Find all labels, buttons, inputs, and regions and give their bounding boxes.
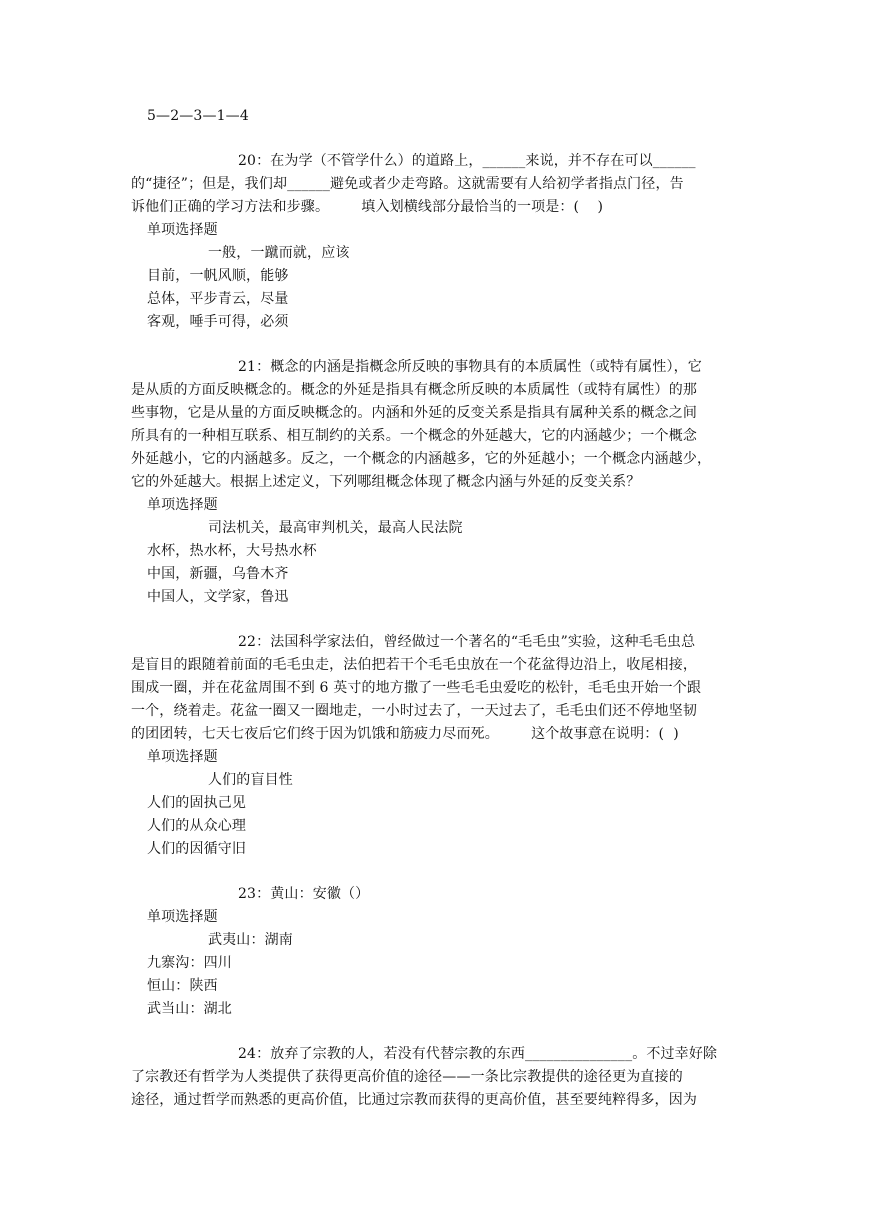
question-text-line: 24：放弃了宗教的人，若没有代替宗教的东西_______________。不过幸好除	[238, 1046, 718, 1062]
option-c: 人们的从众心理	[147, 818, 247, 834]
question-type-label: 单项选择题	[147, 222, 218, 238]
option-d: 客观，唾手可得，必须	[147, 314, 289, 330]
question-text-line: 23：黄山：安徽（）	[238, 886, 370, 902]
question-text-line: 是盲目的跟随着前面的毛毛虫走，法伯把若干个毛毛虫放在一个花盆得边沿上，收尾相接，	[131, 657, 697, 673]
question-text-line: 的团团转，七天七夜后它们终于因为饥饿和筋疲力尽而死。 这个故事意在说明：( )	[131, 726, 679, 742]
question-text-line: 21：概念的内涵是指概念所反映的事物具有的本质属性（或特有属性），它	[238, 359, 702, 375]
question-text-line: 了宗教还有哲学为人类提供了获得更高价值的途径——一条比宗教提供的途径更为直接的	[131, 1069, 683, 1085]
option-b: 人们的固执己见	[147, 795, 247, 811]
option-a: 司法机关，最高审判机关，最高人民法院	[208, 520, 463, 536]
question-text-line: 它的外延越大。根据上述定义，下列哪组概念体现了概念内涵与外延的反变关系？	[131, 474, 641, 490]
question-text-line: 途径，通过哲学而熟悉的更高价值，比通过宗教而获得的更高价值，甚至要纯粹得多，因为	[131, 1092, 697, 1108]
question-text-line: 一个，绕着走。花盆一圈又一圈地走，一小时过去了，一天过去了，毛毛虫们还不停地坚韧	[131, 703, 697, 719]
question-type-label: 单项选择题	[147, 909, 218, 925]
option-c: 中国，新疆，乌鲁木齐	[147, 566, 289, 582]
question-text-line: 所具有的一种相互联系、相互制约的关系。一个概念的外延越大，它的内涵越少；一个概念	[131, 428, 697, 444]
option-a: 人们的盲目性	[208, 772, 293, 788]
option-c: 总体，平步青云，尽量	[147, 291, 289, 307]
question-text-line: 的“捷径”；但是，我们却______避免或者少走弯路。这就需要有人给初学者指点门径，告	[131, 176, 684, 192]
question-type-label: 单项选择题	[147, 497, 218, 513]
question-text-line: 围成一圈，并在花盆周围不到 6 英寸的地方撒了一些毛毛虫爱吃的松针，毛毛虫开始一个跟	[131, 680, 702, 696]
option-c: 恒山：陕西	[147, 978, 218, 994]
option-b: 目前，一帆风顺，能够	[147, 268, 289, 284]
question-text-line: 22：法国科学家法伯，曾经做过一个著名的“毛毛虫”实验，这种毛毛虫总	[238, 634, 696, 650]
question-text-line: 外延越小，它的内涵越多。反之，一个概念的内涵越多，它的外延越小；一个概念内涵越少，	[131, 451, 712, 467]
sequence-answer: 5—2—3—1—4	[147, 108, 249, 124]
option-d: 武当山：湖北	[147, 1001, 232, 1017]
question-text-line: 20：在为学（不管学什么）的道路上，______来说，并不存在可以______	[238, 153, 696, 169]
option-b: 水杯，热水杯，大号热水杯	[147, 543, 317, 559]
question-text-line: 是从质的方面反映概念的。概念的外延是指具有概念所反映的本质属性（或特有属性）的那	[131, 382, 697, 398]
option-a: 武夷山：湖南	[208, 932, 293, 948]
question-text-line: 些事物，它是从量的方面反映概念的。内涵和外延的反变关系是指具有属种关系的概念之间	[131, 405, 697, 421]
option-d: 人们的因循守旧	[147, 841, 247, 857]
option-a: 一般，一蹴而就，应该	[208, 245, 350, 261]
question-text-line: 诉他们正确的学习方法和步骤。 填入划横线部分最恰当的一项是：( )	[131, 199, 604, 215]
option-b: 九寨沟：四川	[147, 955, 232, 971]
option-d: 中国人，文学家，鲁迅	[147, 589, 289, 605]
question-type-label: 单项选择题	[147, 749, 218, 765]
